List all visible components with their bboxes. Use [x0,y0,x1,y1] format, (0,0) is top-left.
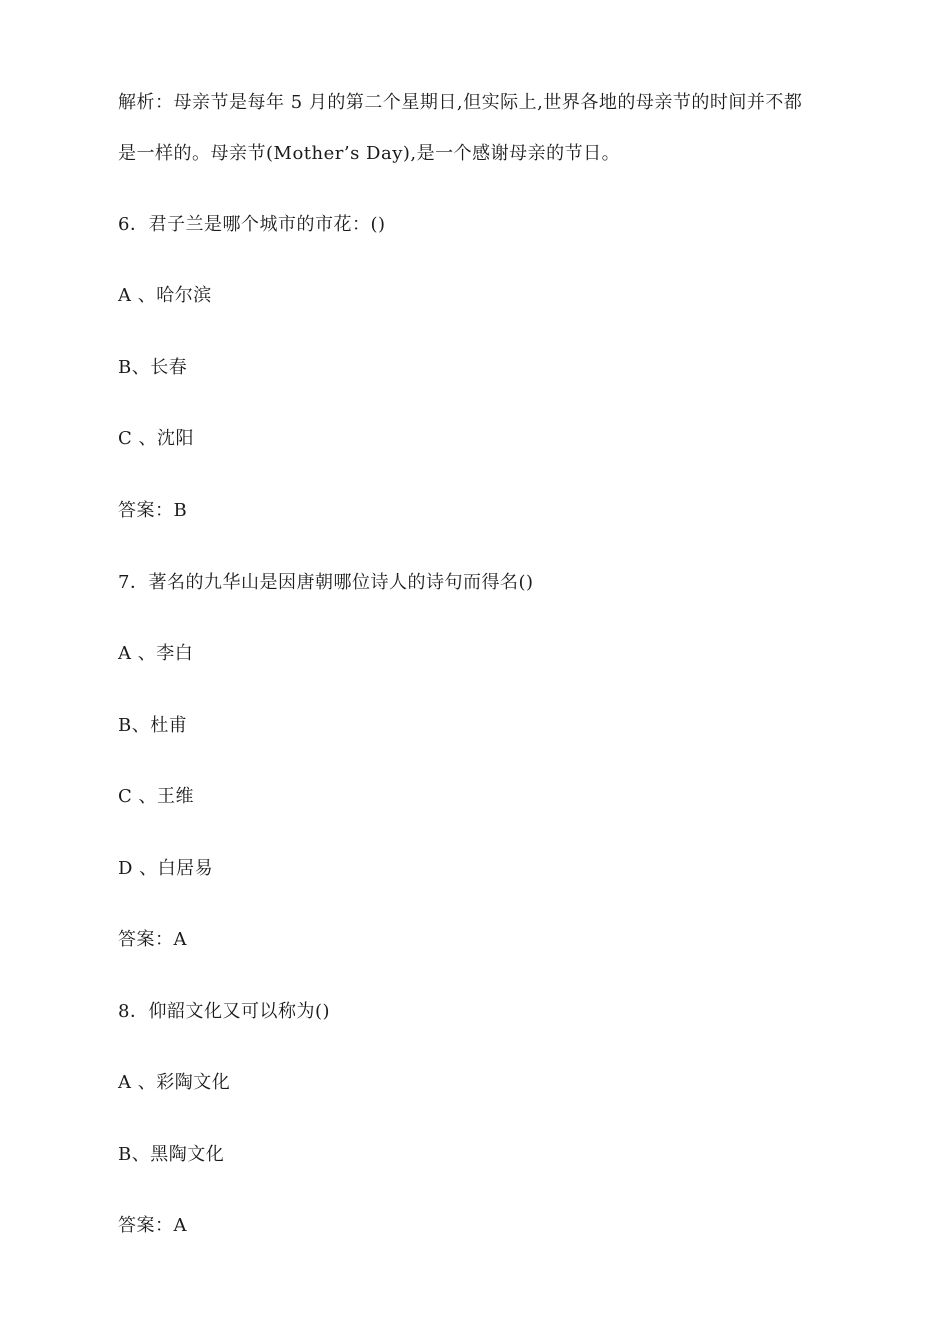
question-6-option-c: C 、沈阳 [118,428,194,449]
explanation-line-1: 解析：母亲节是每年 5 月的第二个星期日,但实际上,世界各地的母亲节的时间并不都 [118,92,803,113]
question-6-option-a: A 、哈尔滨 [118,285,212,306]
question-8-stem: 8．仰韶文化又可以称为() [118,1001,330,1022]
question-6-stem: 6．君子兰是哪个城市的市花：() [118,214,386,235]
question-8-option-b: B、黑陶文化 [118,1144,225,1165]
question-8-option-a: A 、彩陶文化 [118,1072,231,1093]
question-6-option-b: B、长春 [118,357,188,378]
question-7-option-d: D 、白居易 [118,858,214,879]
question-7-option-c: C 、王维 [118,786,194,807]
question-7-answer: 答案：A [118,929,187,950]
question-7-option-b: B、杜甫 [118,715,188,736]
question-7-option-a: A 、李白 [118,643,194,664]
question-8-answer: 答案：A [118,1215,187,1236]
question-6-answer: 答案：B [118,500,188,521]
explanation-line-2: 是一样的。母亲节(Mother’s Day),是一个感谢母亲的节日。 [118,143,621,164]
question-7-stem: 7．著名的九华山是因唐朝哪位诗人的诗句而得名() [118,572,534,593]
